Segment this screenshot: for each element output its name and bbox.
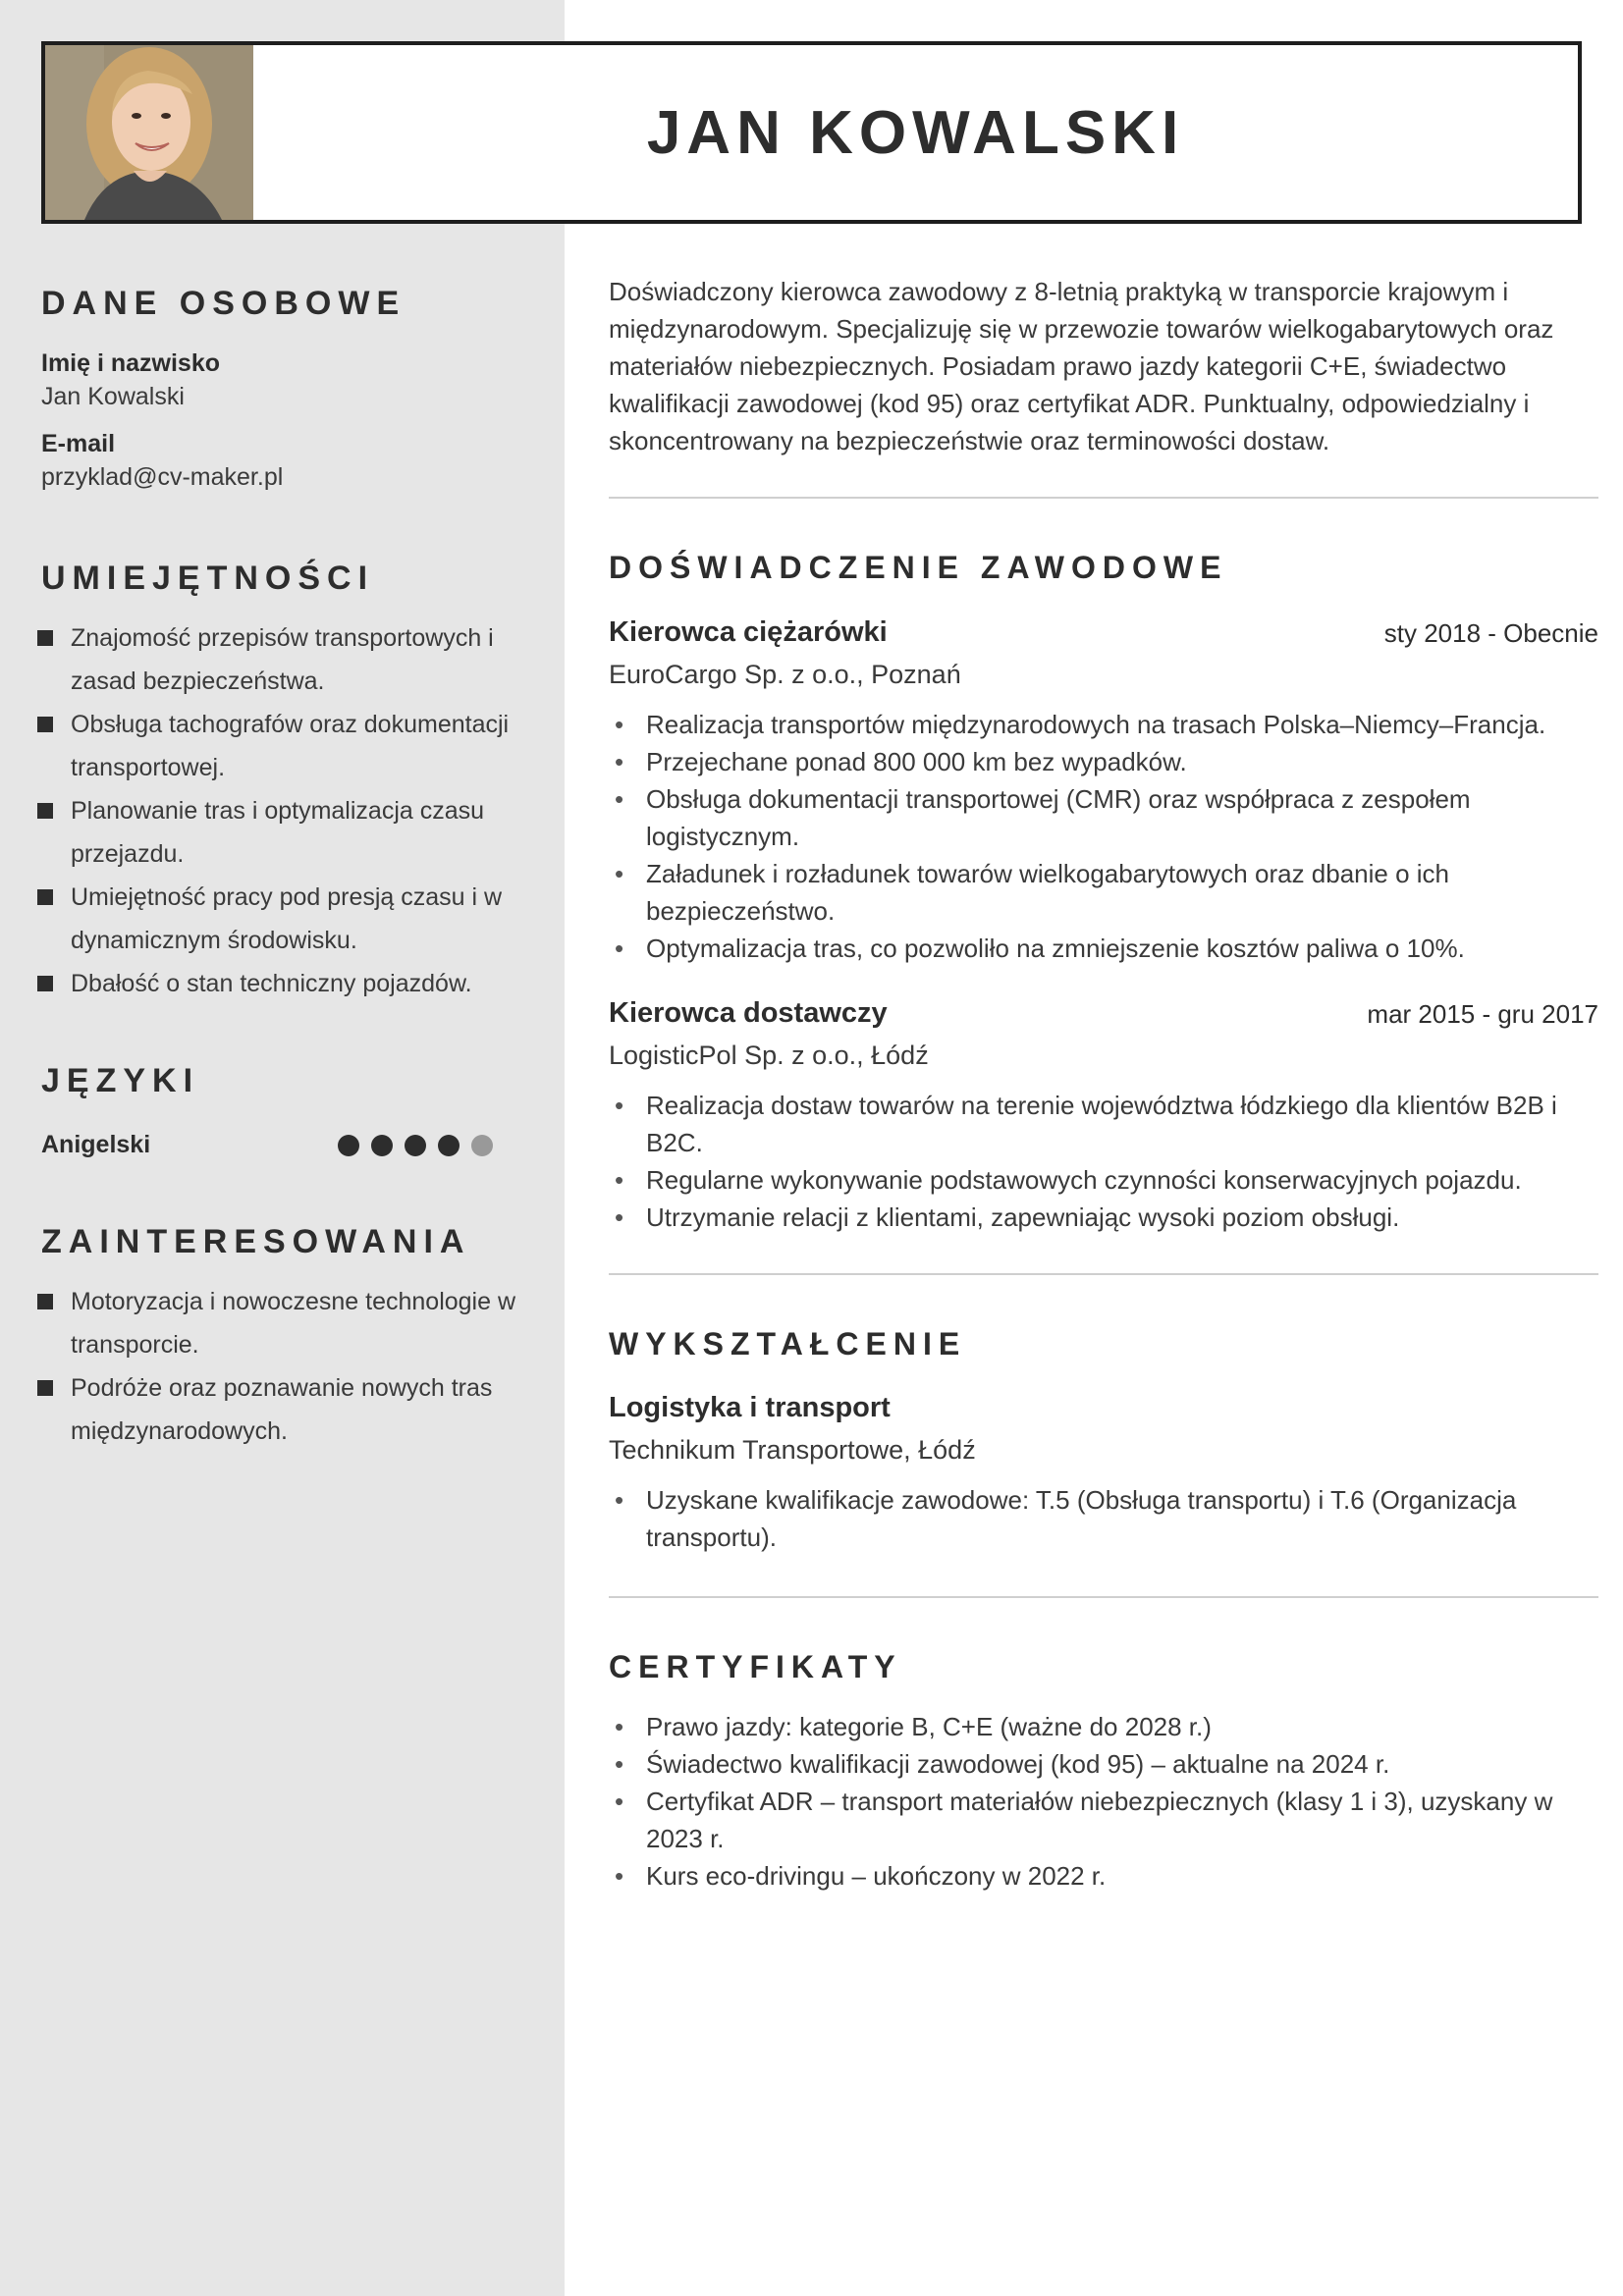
name-value: Jan Kowalski	[41, 383, 185, 410]
list-item: Obsługa tachografów oraz dokumentacji transportowej.	[35, 703, 526, 789]
job-company: LogisticPol Sp. z o.o., Łódź	[609, 1041, 929, 1070]
list-item: • Optymalizacja tras, co pozwoliło na zmniejszenie kosztów paliwa o 10%.	[609, 930, 1598, 967]
skills-list	[35, 616, 526, 1005]
language-row	[41, 1131, 493, 1164]
job-entry	[609, 616, 1598, 967]
list-item: • Przejechane ponad 800 000 km bez wypadków.	[609, 743, 1598, 780]
job-title: Kierowca ciężarówki	[609, 616, 888, 648]
list-item: • Kurs eco-drivingu – ukończony w 2022 r.	[609, 1857, 1598, 1895]
education-school: Technikum Transportowe, Łódź	[609, 1435, 976, 1465]
education-section-title: WYKSZTAŁCENIE	[609, 1326, 967, 1362]
list-item: • Utrzymanie relacji z klientami, zapewniając wysoki poziom obsługi.	[609, 1199, 1598, 1236]
portrait-image	[45, 45, 253, 220]
experience-section-title: DOŚWIADCZENIE ZAWODOWE	[609, 550, 1228, 585]
square-bullet-icon	[37, 1294, 53, 1309]
job-date: mar 2015 - gru 2017	[1367, 999, 1598, 1029]
skills-section-title: UMIEJĘTNOŚCI	[41, 560, 375, 597]
list-item: • Świadectwo kwalifikacji zawodowej (kod 95) – aktualne na 2024 r.	[609, 1745, 1598, 1783]
job-entry	[609, 997, 1598, 1236]
name-label: Imię i nazwisko	[41, 349, 221, 377]
level-dot-empty-icon	[471, 1135, 493, 1156]
job-title: Kierowca dostawczy	[609, 997, 888, 1029]
interests-list	[35, 1280, 526, 1453]
education-bullets	[609, 1481, 1598, 1556]
list-item: Planowanie tras i optymalizacja czasu przejazdu.	[35, 789, 526, 876]
list-item: Dbałość o stan techniczny pojazdów.	[35, 962, 526, 1005]
list-item: Umiejętność pracy pod presją czasu i w dynamicznym środowisku.	[35, 876, 526, 962]
language-level	[338, 1135, 493, 1156]
job-company: EuroCargo Sp. z o.o., Poznań	[609, 660, 961, 689]
summary-block	[609, 273, 1598, 459]
square-bullet-icon	[37, 889, 53, 905]
full-name: JAN KOWALSKI	[646, 98, 1185, 167]
list-item: • Certyfikat ADR – transport materiałów niebezpiecznych (klasy 1 i 3), uzyskany w 2023 r.	[609, 1783, 1598, 1857]
list-item: Znajomość przepisów transportowych i zasad bezpieczeństwa.	[35, 616, 526, 703]
divider	[609, 497, 1598, 499]
list-item: • Realizacja dostaw towarów na terenie województwa łódzkiego dla klientów B2B i B2C.	[609, 1087, 1598, 1161]
certificates-block	[609, 1692, 1598, 1895]
job-bullets	[609, 1087, 1598, 1236]
email-value[interactable]: przyklad@cv-maker.pl	[41, 463, 284, 491]
square-bullet-icon	[37, 803, 53, 819]
level-dot-filled-icon	[371, 1135, 393, 1156]
personal-section-title: DANE OSOBOWE	[41, 285, 406, 322]
square-bullet-icon	[37, 976, 53, 991]
square-bullet-icon	[37, 717, 53, 732]
list-item: • Załadunek i rozładunek towarów wielkogabarytowych oraz dbanie o ich bezpieczeństwo.	[609, 855, 1598, 930]
list-item: • Realizacja transportów międzynarodowych na trasach Polska–Niemcy–Francja.	[609, 706, 1598, 743]
certificates-section-title: CERTYFIKATY	[609, 1649, 902, 1684]
level-dot-filled-icon	[405, 1135, 426, 1156]
job-date: sty 2018 - Obecnie	[1383, 618, 1598, 648]
education-title: Logistyka i transport	[609, 1392, 891, 1423]
languages-section-title: JĘZYKI	[41, 1062, 200, 1099]
certificates-list	[609, 1708, 1598, 1895]
level-dot-filled-icon	[338, 1135, 359, 1156]
job-bullets	[609, 706, 1598, 967]
language-name: Anigelski	[41, 1131, 151, 1158]
divider	[609, 1273, 1598, 1275]
square-bullet-icon	[37, 1380, 53, 1396]
interests-section-title: ZAINTERESOWANIA	[41, 1223, 471, 1260]
list-item: Motoryzacja i nowoczesne technologie w transporcie.	[35, 1280, 526, 1366]
list-item: • Obsługa dokumentacji transportowej (CMR) oraz współpraca z zespołem logistycznym.	[609, 780, 1598, 855]
list-item: Podróże oraz poznawanie nowych tras międzynarodowych.	[35, 1366, 526, 1453]
education-entry	[609, 1392, 1598, 1556]
level-dot-filled-icon	[438, 1135, 460, 1156]
header	[41, 41, 1582, 224]
profile-photo	[45, 45, 253, 220]
list-item: • Uzyskane kwalifikacje zawodowe: T.5 (Obsługa transportu) i T.6 (Organizacja transportu).	[609, 1481, 1598, 1556]
email-label: E-mail	[41, 430, 116, 457]
list-item: • Prawo jazdy: kategorie B, C+E (ważne do 2028 r.)	[609, 1708, 1598, 1745]
square-bullet-icon	[37, 630, 53, 646]
list-item: • Regularne wykonywanie podstawowych czynności konserwacyjnych pojazdu.	[609, 1161, 1598, 1199]
summary-text: Doświadczony kierowca zawodowy z 8-letnią praktyką w transporcie krajowym i międzynarodowym. Specjalizuję się w przewozie towarów wielkogabarytowych oraz materiałów niebezpiecznych. Posiadam prawo jazdy kategorii C+E, świadectwo kwalifikacji zawodowej (kod 95) oraz certyfikat ADR. Punktualny, odpowiedzialny i skoncentrowany na bezpieczeństwie oraz terminowości dostaw.	[609, 277, 1554, 455]
divider	[609, 1596, 1598, 1598]
